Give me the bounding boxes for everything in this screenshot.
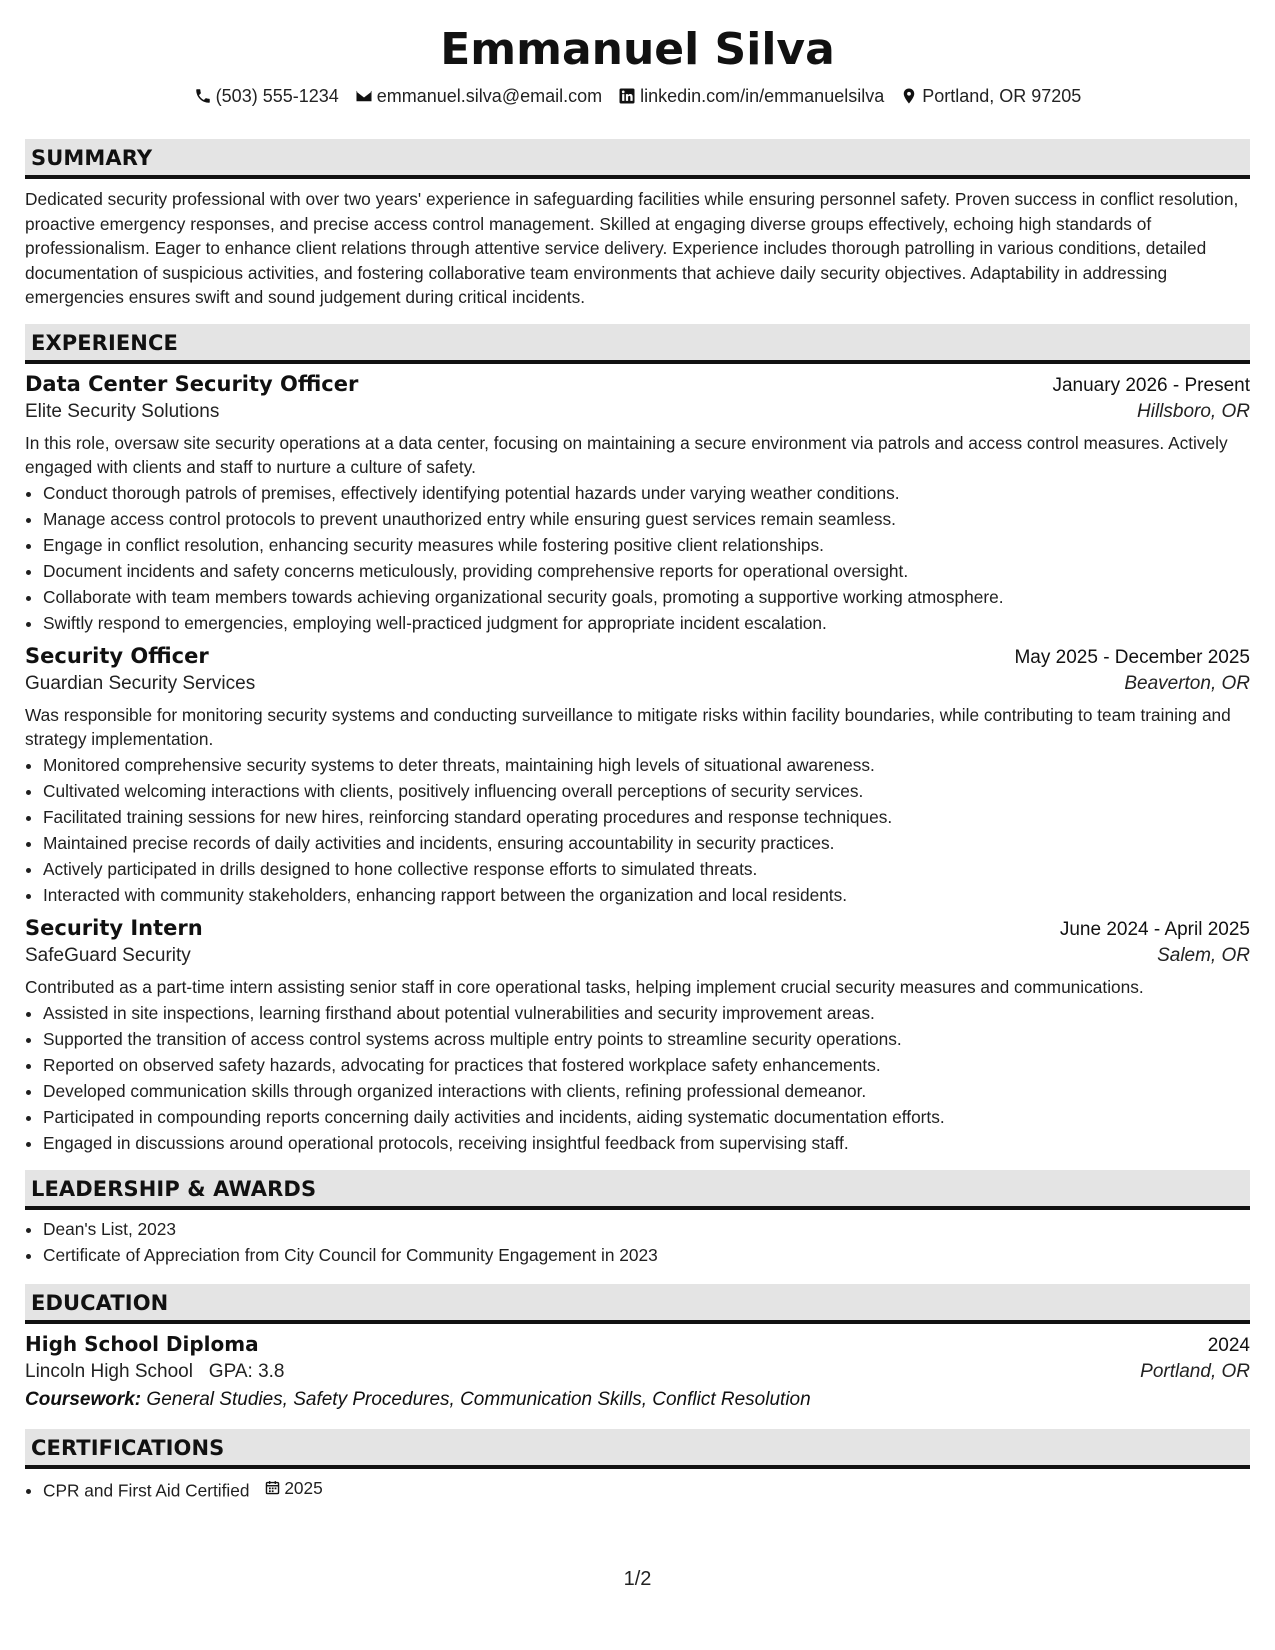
location-text: Portland, OR 97205 <box>922 85 1082 106</box>
list-item: • Engaged in discussions around operational protocols, receiving insightful feedback from supervising staff. <box>43 1130 1250 1156</box>
candidate-name: Emmanuel Silva <box>440 24 835 75</box>
phone-icon <box>194 87 212 105</box>
list-item: • Monitored comprehensive security systems to deter threats, maintaining high levels of situational awareness. <box>43 752 1250 778</box>
list-item: • Manage access control protocols to prevent unauthorized entry while ensuring guest services remain seamless. <box>43 506 1250 532</box>
job-company: Guardian Security Services <box>25 672 256 694</box>
list-item: • Interacted with community stakeholders, enhancing rapport between the organization and local residents. <box>43 882 1250 908</box>
education-heading: EDUCATION <box>25 1284 1250 1324</box>
school-location: Portland, OR <box>1140 1360 1250 1382</box>
job-bullets <box>25 480 1250 636</box>
list-item: • Reported on observed safety hazards, advocating for practices that fostered workplace safety enhancements. <box>43 1052 1250 1078</box>
email-text: emmanuel.silva@email.com <box>376 85 603 106</box>
calendar-icon <box>264 1479 281 1496</box>
list-item: • Swiftly respond to emergencies, employing well-practiced judgment for appropriate incident escalation. <box>43 610 1250 636</box>
job-title: Security Officer <box>25 643 209 668</box>
awards-heading: LEADERSHIP & AWARDS <box>25 1170 1250 1210</box>
summary-text: Dedicated security professional with over two years' experience in safeguarding facilities while ensuring personnel safety. Proven success in conflict resolution, proactive emergency responses, and precise access control management. Skilled at engaging diverse groups effectively, echoing high standards of professionalism. Eager to enhance client relations through attentive service delivery. Experience includes thorough patrolling in various conditions, detailed documentation of suspicious activities, and fostering collaborative team environments that achieve daily security objectives. Adaptability in addressing emergencies ensures swift and sound judgement during critical incidents. <box>25 189 1239 308</box>
list-item: • Collaborate with team members towards achieving organizational security goals, promoting a supportive working atmosphere. <box>43 584 1250 610</box>
linkedin-text: linkedin.com/in/emmanuelsilva <box>640 85 885 106</box>
awards-list <box>25 1216 1250 1268</box>
list-item: • Document incidents and safety concerns meticulously, providing comprehensive reports for operational oversight. <box>43 558 1250 584</box>
contact-phone <box>194 86 339 107</box>
job-company: SafeGuard Security <box>25 944 191 966</box>
list-item: • Participated in compounding reports concerning daily activities and incidents, aiding systematic documentation efforts. <box>43 1104 1250 1130</box>
job-location: Hillsboro, OR <box>1137 400 1250 422</box>
cert-date <box>264 1475 322 1501</box>
list-item: • Actively participated in drills designed to hone collective response efforts to simulated threats. <box>43 856 1250 882</box>
job-bullets <box>25 1000 1250 1156</box>
list-item: • Dean's List, 2023 <box>43 1216 1250 1242</box>
job-entry <box>25 644 1250 908</box>
job-location: Salem, OR <box>1157 944 1250 966</box>
list-item: • Cultivated welcoming interactions with clients, positively influencing overall perceptions of security services. <box>43 778 1250 804</box>
list-item: • Conduct thorough patrols of premises, effectively identifying potential hazards under varying weather conditions. <box>43 480 1250 506</box>
job-description: In this role, oversaw site security operations at a data center, focusing on maintaining a secure environment via patrols and access control measures. Actively engaged with clients and staff to nurture a culture of safety. <box>25 432 1228 477</box>
job-bullets <box>25 752 1250 908</box>
list-item: • Assisted in site inspections, learning firsthand about potential vulnerabilities and security improvement areas. <box>43 1000 1250 1026</box>
list-item: • Certificate of Appreciation from City Council for Community Engagement in 2023 <box>43 1242 1250 1268</box>
experience-heading: EXPERIENCE <box>25 324 1250 364</box>
cert-year: 2025 <box>284 1477 323 1498</box>
list-item <box>43 1475 1250 1504</box>
job-title: Data Center Security Officer <box>25 371 359 396</box>
job-company: Elite Security Solutions <box>25 400 220 422</box>
list-item: • Engage in conflict resolution, enhancing security measures while fostering positive client relationships. <box>43 532 1250 558</box>
job-title: Security Intern <box>25 915 203 940</box>
list-item: • Supported the transition of access control systems across multiple entry points to streamline security operations. <box>43 1026 1250 1052</box>
job-entry <box>25 372 1250 636</box>
map-pin-icon <box>900 87 918 105</box>
contact-bar <box>25 82 1250 110</box>
page-number: 1/2 <box>623 1568 652 1590</box>
list-item: • Developed communication skills through organized interactions with clients, refining professional demeanor. <box>43 1078 1250 1104</box>
coursework <box>25 1389 1250 1411</box>
phone-text: (503) 555-1234 <box>215 85 339 106</box>
job-dates: January 2026 - Present <box>1052 374 1250 396</box>
envelope-icon <box>355 87 373 105</box>
list-item: • Facilitated training sessions for new hires, reinforcing standard operating procedures and response techniques. <box>43 804 1250 830</box>
gpa: GPA: 3.8 <box>208 1360 285 1382</box>
coursework-list: General Studies, Safety Procedures, Communication Skills, Conflict Resolution <box>146 1388 811 1410</box>
job-dates: May 2025 - December 2025 <box>1014 646 1250 668</box>
contact-linkedin[interactable] <box>618 86 884 107</box>
list-item: • Maintained precise records of daily activities and incidents, ensuring accountability in security practices. <box>43 830 1250 856</box>
school-name: Lincoln High School <box>25 1360 193 1382</box>
job-description: Contributed as a part-time intern assisting senior staff in core operational tasks, helping implement crucial security measures and communications. <box>25 976 1144 997</box>
job-location: Beaverton, OR <box>1124 672 1250 694</box>
school-info <box>25 1361 284 1383</box>
job-dates: June 2024 - April 2025 <box>1059 918 1250 940</box>
certifications-heading: CERTIFICATIONS <box>25 1429 1250 1469</box>
certifications-list <box>25 1475 1250 1504</box>
linkedin-icon <box>618 87 636 105</box>
job-description: Was responsible for monitoring security systems and conducting surveillance to mitigate risks within facility boundaries, while contributing to team training and strategy implementation. <box>25 704 1231 749</box>
degree-title: High School Diploma <box>25 1331 259 1356</box>
resume-page <box>25 0 1250 1503</box>
cert-name: CPR and First Aid Certified <box>43 1480 250 1501</box>
summary-heading: SUMMARY <box>25 139 1250 179</box>
graduation-year: 2024 <box>1207 1334 1250 1356</box>
job-entry <box>25 916 1250 1156</box>
coursework-label: Coursework: <box>25 1388 142 1410</box>
contact-email[interactable] <box>355 86 602 107</box>
education-entry <box>25 1332 1250 1411</box>
contact-location <box>900 86 1081 107</box>
